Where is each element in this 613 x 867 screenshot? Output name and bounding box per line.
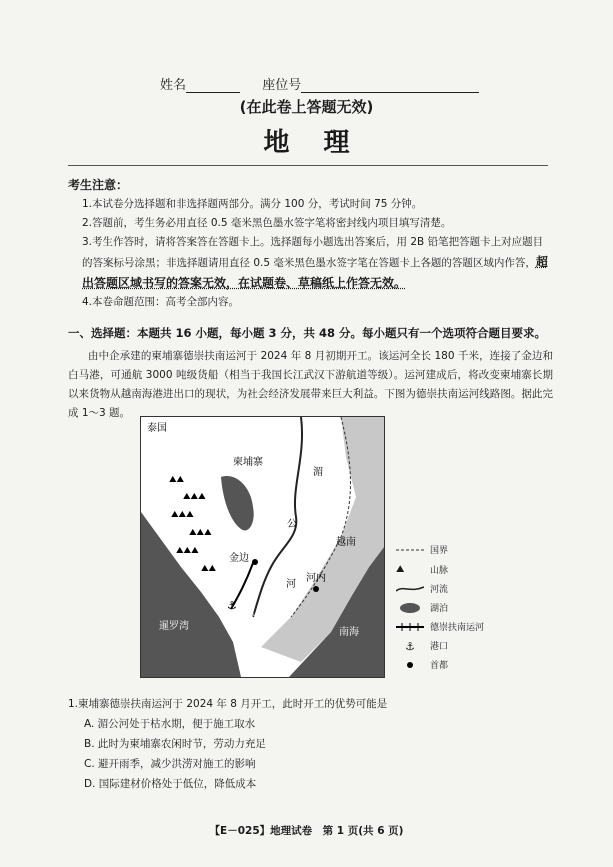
- instruction-item-3-text: 3.考生作答时，请将答案答在答题卡上。选择题每小题选出答案后，用 2B 铅笔把答题卡上对应题目的答案标号涂黑；非选择题请用直径 0.5 毫米黑色墨水签字笔在答题卡上各题的答题区域内作答，: [82, 236, 544, 269]
- subject-title: 地理: [263, 128, 384, 158]
- legend-item: [396, 563, 448, 576]
- tonle-sap-lake: [221, 476, 254, 530]
- name-label: 姓名: [160, 78, 187, 93]
- legend-item: [396, 601, 448, 614]
- label-mekong: 湄: [313, 467, 323, 478]
- label-river: 河: [286, 579, 296, 590]
- label-cambodia: 柬埔寨: [233, 457, 263, 468]
- legend-label: 河流: [430, 585, 449, 595]
- svg-text:⛰⛰: ⛰⛰: [201, 564, 217, 574]
- svg-text:⛰⛰⛰: ⛰⛰⛰: [189, 528, 212, 538]
- map-graphic: [141, 417, 384, 677]
- svg-text:⛰⛰⛰: ⛰⛰⛰: [183, 492, 206, 502]
- label-siam-bay: 暹罗湾: [159, 621, 189, 632]
- page-footer: 【E－025】地理试卷 第 1 页(共 6 页): [209, 825, 404, 837]
- option-d[interactable]: D. 国际建材价格处于低位，降低成本: [84, 778, 257, 790]
- label-phnom-penh: 金边: [229, 553, 249, 564]
- mountain-icon: ⛰: [396, 563, 405, 575]
- phnom-penh-capital: [252, 559, 258, 565]
- port-anchor-icon: ⚓: [405, 639, 415, 653]
- canal-icon: [396, 621, 424, 633]
- legend-item: [396, 658, 448, 671]
- label-south-sea: 南海: [339, 627, 359, 638]
- svg-text:⛰⛰⛰: ⛰⛰⛰: [171, 510, 194, 520]
- label-bai-ma-port: 白马港: [225, 613, 255, 624]
- border-line-icon: [396, 544, 424, 556]
- instruction-emphasis: 超出答题区域书写的答案无效，在试题卷、草稿纸上作答无效。: [82, 255, 548, 290]
- legend-item: [396, 620, 484, 633]
- lake-icon: [396, 602, 424, 614]
- hanoi-capital: [313, 586, 319, 592]
- section-heading: 一、选择题：本题共 16 小题，每小题 3 分，共 48 分。每小题只有一个选项符合题目要求。: [68, 326, 547, 340]
- legend-label: 国界: [430, 546, 449, 556]
- option-a[interactable]: A. 湄公河处于枯水期，便于施工取水: [84, 718, 256, 730]
- legend-item: [396, 639, 448, 652]
- canal-route-map: [140, 416, 385, 678]
- label-gong: 公: [287, 519, 297, 530]
- legend-label: 首都: [430, 661, 449, 671]
- candidate-info: [160, 74, 479, 93]
- option-c[interactable]: C. 避开雨季，减少洪涝对施工的影响: [84, 758, 256, 770]
- instruction-item: [82, 232, 552, 294]
- instruction-item: 2.答题前，考生务必用直径 0.5 毫米黑色墨水签字笔将密封线内项目填写清楚。: [82, 217, 452, 229]
- passage: 由中企承建的柬埔寨德崇扶南运河于 2024 年 8 月初期开工。该运河全长 180 千米，连接了金边和白马港，可通航 3000 吨级货船（相当于我国长江武汉下游航道等级）。运河建成后，将改变柬埔寨长期以来货物从越南海港进出口的现状，为社会经济发展带来巨大利益。下图为德崇扶南运河线路图。据此完成 1～3 题。: [68, 350, 553, 419]
- legend-item: [396, 582, 448, 595]
- legend-label: 德崇扶南运河: [430, 623, 485, 633]
- legend-label: 山脉: [430, 566, 449, 576]
- legend-item: [396, 543, 448, 556]
- header-divider: [68, 165, 548, 166]
- capital-dot-icon: [396, 659, 424, 671]
- legend-label: 湖泊: [430, 604, 449, 614]
- option-b[interactable]: B. 此时为柬埔寨农闲时节，劳动力充足: [84, 738, 266, 750]
- svg-text:⛰⛰⛰: ⛰⛰⛰: [176, 546, 199, 556]
- svg-text:⛰⛰: ⛰⛰: [169, 475, 185, 485]
- instruction-item: 4.本卷命题范围：高考全部内容。: [82, 296, 240, 308]
- name-blank[interactable]: [186, 78, 240, 93]
- mountain-symbols: [169, 475, 217, 574]
- instruction-item: 1.本试卷分选择题和非选择题两部分。满分 100 分，考试时间 75 分钟。: [82, 198, 423, 210]
- anchor-icon: ⚓: [227, 599, 237, 612]
- legend-label: 港口: [430, 642, 449, 652]
- seat-blank[interactable]: [301, 78, 479, 93]
- label-hanoi: 河内: [306, 573, 326, 584]
- label-vietnam: 越南: [336, 537, 356, 548]
- river-icon: [396, 583, 424, 595]
- instructions-title: 考生注意：: [68, 178, 129, 192]
- answer-notice: (在此卷上答题无效): [239, 98, 374, 116]
- label-thailand: 泰国: [147, 423, 167, 434]
- question-stem: 1.柬埔寨德崇扶南运河于 2024 年 8 月开工，此时开工的优势可能是: [68, 698, 388, 710]
- seat-label: 座位号: [262, 78, 302, 93]
